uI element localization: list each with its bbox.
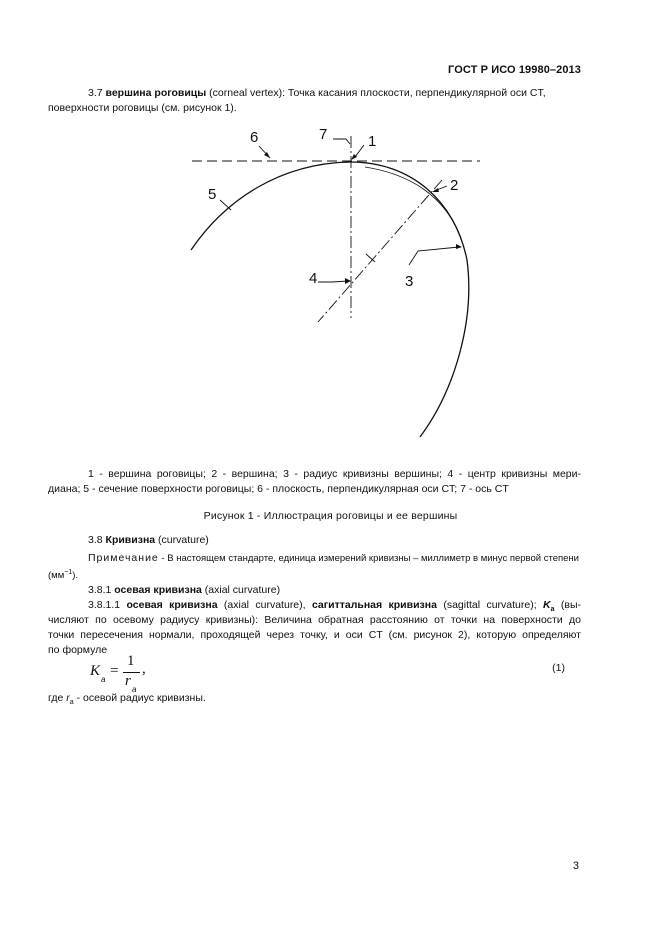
definition-line-1: : Точка касания плоскости, перпендикулярной оси CT, <box>282 87 546 99</box>
arrowhead-2 <box>432 188 439 192</box>
term-english: (corneal vertex) <box>209 87 283 99</box>
term-corneal-vertex: вершина роговицы <box>105 87 207 99</box>
section-3-8-1 <box>88 583 280 599</box>
leader-7 <box>333 139 350 144</box>
where-symbol-subscript: a <box>69 699 74 707</box>
formula-numerator: 1 <box>127 653 135 669</box>
note-unit-exponent: −1 <box>64 569 73 576</box>
figure-legend-line-1: 1 - вершина роговицы; 2 - вершина; 3 - радиус кривизны вершины; 4 - центр кривизны мери- <box>88 468 581 480</box>
symbol-k-subscript: a <box>550 606 555 614</box>
figure-label-2: 2 <box>450 177 459 194</box>
figure-caption: Рисунок 1 - Иллюстрация роговицы и ее вершины <box>203 510 458 522</box>
figure-label-3: 3 <box>405 273 414 290</box>
note <box>88 551 579 567</box>
where-text: - осевой радиус кривизны. <box>73 692 206 704</box>
formula-lhs: K <box>90 663 101 679</box>
term-curvature: Кривизна <box>105 534 156 546</box>
term-axial-curvature: осевая кривизна <box>114 584 202 596</box>
section-number: 3.8.1 <box>88 584 112 596</box>
term-english: (curvature) <box>158 534 209 546</box>
section-3-8 <box>88 533 209 549</box>
section-3-8-1-1-line-2: числяют по осевому радиусу кривизны): Величина обратная расстоянию от точки на поверхности до <box>48 614 581 626</box>
standard-designation: ГОСТ Р ИСО 19980–2013 <box>448 64 581 76</box>
formula-denominator: r <box>125 673 131 689</box>
figure-label-4: 4 <box>309 270 318 287</box>
section-number: 3.8.1.1 <box>88 599 121 611</box>
formula-number: (1) <box>552 662 565 674</box>
section-number: 3.7 <box>88 87 103 99</box>
figure-legend-line-2: диана; 5 - сечение поверхности роговицы; 6 - плоскость, перпендикулярная оси CT; 7 - ось CT <box>48 483 509 495</box>
line-1-end: (вы- <box>560 599 582 611</box>
normal-line <box>318 180 442 322</box>
note-label: Примечание <box>88 552 159 564</box>
note-unit-base: (мм <box>48 570 65 582</box>
leader-5 <box>220 200 231 210</box>
formula-denominator-subscript: a <box>132 685 137 694</box>
note-text: - В настоящем стандарте, единица измерений кривизны – миллиметр в минус первой степени <box>158 553 579 564</box>
note-unit-end: ). <box>72 570 79 582</box>
term-sagittal-curvature: сагиттальная кривизна <box>311 599 437 611</box>
cornea-section-curve <box>191 162 469 437</box>
curvature-radius-arc <box>365 167 461 238</box>
section-number: 3.8 <box>88 534 103 546</box>
figure-label-6: 6 <box>250 129 259 146</box>
formula-comma: , <box>142 661 146 677</box>
leader-1 <box>355 145 364 157</box>
term-axial-curvature: осевая кривизна <box>126 599 218 611</box>
section-3-7-line-2: поверхности роговицы (см. рисунок 1). <box>48 102 237 114</box>
note-unit <box>48 565 78 584</box>
figure-label-1: 1 <box>368 133 377 150</box>
leader-3 <box>409 247 459 265</box>
term-english-axial: (axial curvature), <box>223 599 306 611</box>
formula-lhs-subscript: a <box>101 675 106 684</box>
term-english: (axial curvature) <box>204 584 281 596</box>
where-prefix: где <box>48 692 67 704</box>
leader-4 <box>318 281 348 282</box>
figure-label-5: 5 <box>208 186 217 203</box>
page-number: 3 <box>572 860 579 872</box>
figure-label-7: 7 <box>319 126 328 143</box>
arrowhead-3 <box>456 244 462 249</box>
arrowhead-4 <box>345 278 351 284</box>
section-3-8-1-1-line-3: точки пересечения нормали, проходящей через точку, и оси CT (см. рисунок 2), которую определяют <box>48 629 581 641</box>
where-symbol: r <box>66 692 70 704</box>
formula-where <box>48 691 206 711</box>
term-english-sagittal: (sagittal curvature); <box>443 599 537 611</box>
symbol-k: K <box>543 599 551 611</box>
formula-equals: = <box>110 663 119 679</box>
section-3-8-1-1-line-4: по формуле <box>48 644 108 656</box>
formula-1 <box>90 653 170 695</box>
